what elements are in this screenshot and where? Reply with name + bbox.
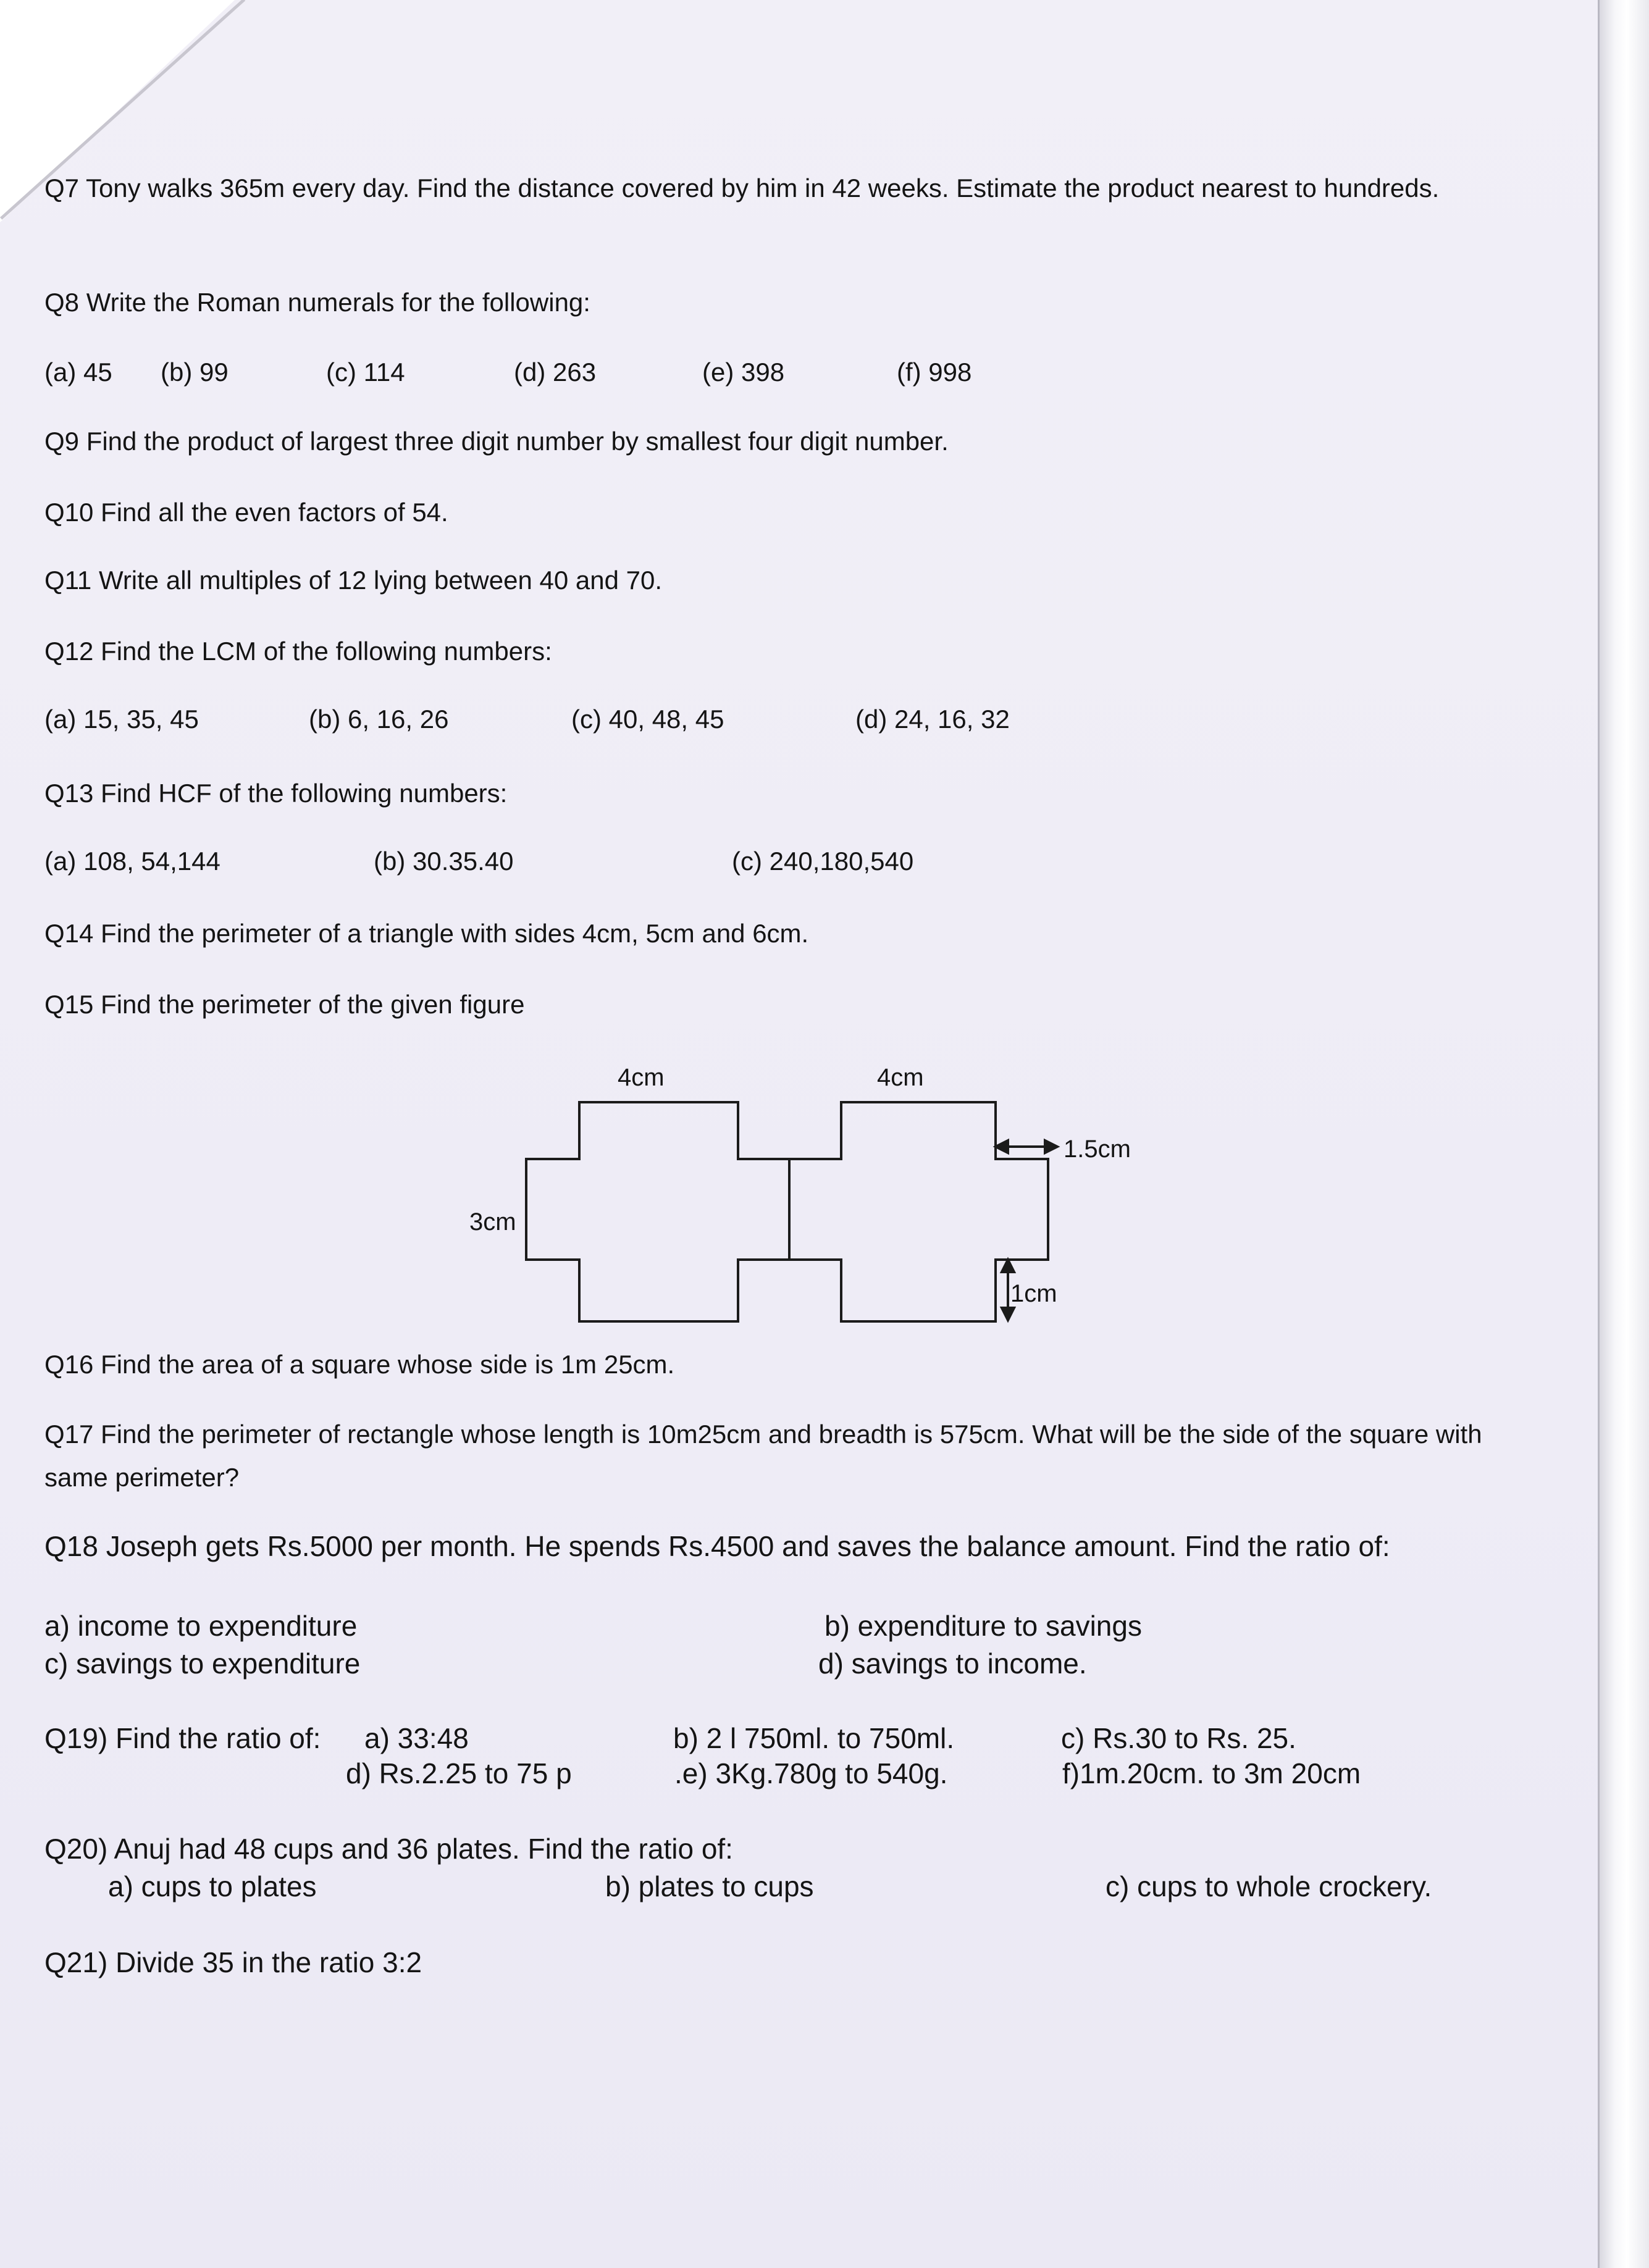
question-18: Q18 Joseph gets Rs.5000 per month. He spends Rs.4500 and saves the balance amount. Find the ratio of:	[44, 1530, 1390, 1562]
q18-option-b: b) expenditure to savings	[824, 1610, 1142, 1642]
q13-option-c: (c) 240,180,540	[732, 847, 914, 876]
question-9: Q9 Find the product of largest three digit number by smallest four digit number.	[44, 427, 949, 456]
question-13: Q13 Find HCF of the following numbers:	[44, 779, 508, 808]
q8-option-e: (e) 398	[702, 358, 785, 387]
right-block	[789, 1102, 1048, 1321]
left-block	[526, 1102, 789, 1321]
q20-option-c: c) cups to whole crockery.	[1106, 1870, 1432, 1902]
question-19: Q19) Find the ratio of:	[44, 1722, 321, 1754]
q8-option-c: (c) 114	[326, 358, 405, 387]
q19-option-a: a) 33:48	[364, 1722, 469, 1754]
label-top-left: 4cm	[618, 1064, 665, 1091]
question-12: Q12 Find the LCM of the following numbers:	[44, 637, 552, 666]
question-14: Q14 Find the perimeter of a triangle with sides 4cm, 5cm and 6cm.	[44, 919, 809, 948]
question-8: Q8 Write the Roman numerals for the following:	[44, 288, 590, 317]
q19-option-c: c) Rs.30 to Rs. 25.	[1061, 1722, 1296, 1754]
q18-option-c: c) savings to expenditure	[44, 1647, 361, 1680]
q8-option-f: (f) 998	[897, 358, 972, 387]
label-arrow-bottom: 1cm	[1010, 1280, 1057, 1307]
label-top-right: 4cm	[877, 1064, 924, 1091]
label-arrow-right: 1.5cm	[1064, 1136, 1131, 1163]
q8-option-a: (a) 45	[44, 358, 112, 387]
question-21: Q21) Divide 35 in the ratio 3:2	[44, 1946, 422, 1978]
q19-option-f: f)1m.20cm. to 3m 20cm	[1062, 1757, 1361, 1789]
q12-option-d: (d) 24, 16, 32	[855, 705, 1010, 734]
q19-option-e: .e) 3Kg.780g to 540g.	[674, 1757, 948, 1789]
q19-option-b: b) 2 l 750ml. to 750ml.	[673, 1722, 955, 1754]
q18-option-d: d) savings to income.	[818, 1647, 1087, 1680]
question-7: Q7 Tony walks 365m every day. Find the distance covered by him in 42 weeks. Estimate the product nearest to hundreds.	[44, 174, 1440, 203]
question-10: Q10 Find all the even factors of 54.	[44, 498, 448, 527]
q20-option-b: b) plates to cups	[605, 1870, 814, 1902]
question-11: Q11 Write all multiples of 12 lying between 40 and 70.	[44, 566, 663, 595]
q20-option-a: a) cups to plates	[108, 1870, 317, 1902]
q18-option-a: a) income to expenditure	[44, 1610, 358, 1642]
question-16: Q16 Find the area of a square whose side is 1m 25cm.	[44, 1350, 675, 1379]
q13-option-b: (b) 30.35.40	[374, 847, 514, 876]
q12-option-c: (c) 40, 48, 45	[571, 705, 724, 734]
q8-option-d: (d) 263	[514, 358, 597, 387]
q12-option-a: (a) 15, 35, 45	[44, 705, 199, 734]
question-17: Q17 Find the perimeter of rectangle whose length is 10m25cm and breadth is 575cm. What will be the side of the square with same perimeter?	[44, 1420, 1482, 1492]
cross-shape-outline	[526, 1102, 1048, 1321]
question-20: Q20) Anuj had 48 cups and 36 plates. Find the ratio of:	[44, 1833, 733, 1865]
arrow-1-5cm	[996, 1140, 1057, 1153]
q8-option-b: (b) 99	[161, 358, 229, 387]
q19-option-d: d) Rs.2.25 to 75 p	[346, 1757, 572, 1789]
q12-option-b: (b) 6, 16, 26	[309, 705, 449, 734]
q13-option-a: (a) 108, 54,144	[44, 847, 220, 876]
question-15: Q15 Find the perimeter of the given figure	[44, 990, 525, 1019]
label-side: 3cm	[469, 1208, 516, 1236]
